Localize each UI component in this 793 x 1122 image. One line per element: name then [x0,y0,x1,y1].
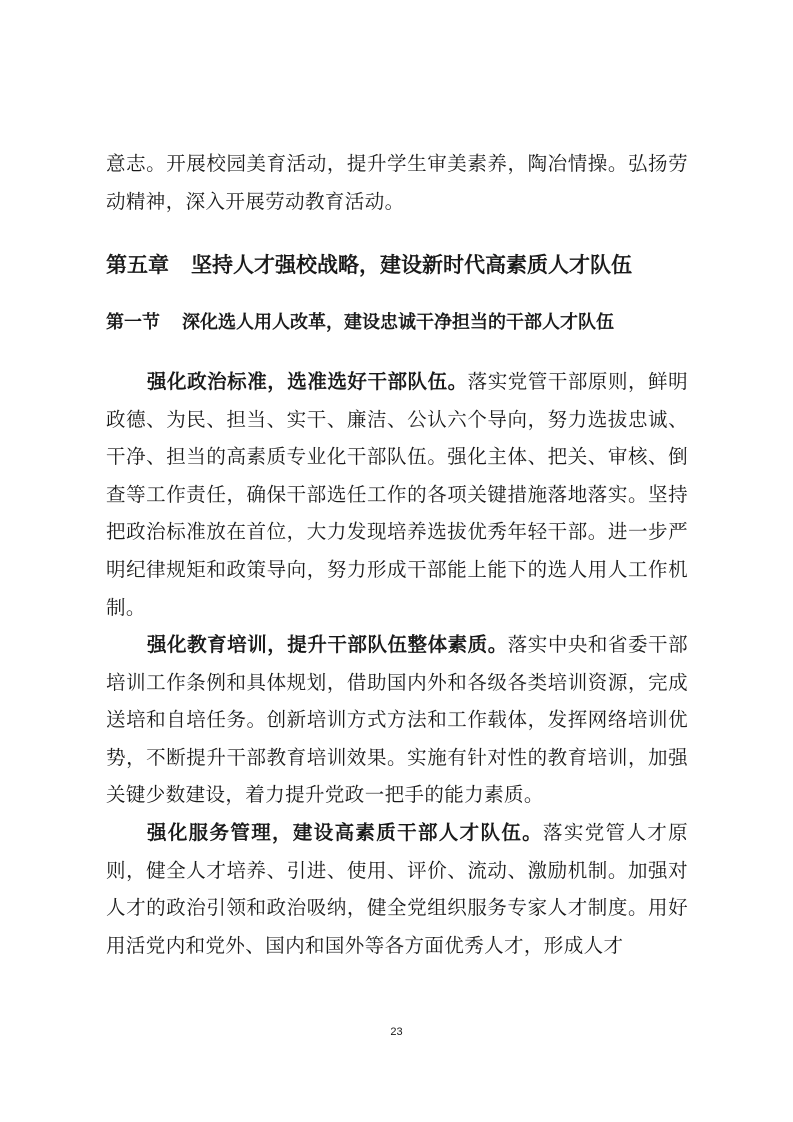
intro-paragraph: 意志。开展校园美育活动，提升学生审美素养，陶冶情操。弘扬劳动精神，深入开展劳动教育活动。 [106,152,688,213]
page-number: 23 [390,1026,403,1038]
paragraph-text: 落实党管干部原则，鲜明政德、为民、担当、实干、廉洁、公认六个导向，努力选拔忠诚、干净、担当的高素质专业化干部队伍。强化主体、把关、审核、倒查等工作责任，确保干部选任工作的各项关键措施落地落实。坚持把政治标准放在首位，大力发现培养选拔优秀年轻干部。进一步严明纪律规矩和政策导向，努力形成干部能上能下的选人用人工作机制。 [106,370,688,619]
paragraph-lead: 强化服务管理，建设高素质干部人才队伍。 [147,821,544,844]
body-paragraph [106,814,688,964]
chapter-title: 坚持人才强校战略，建设新时代高素质人才队伍 [191,253,632,277]
section-number: 第一节 [106,312,160,333]
paragraph-lead: 强化政治标准，选准选好干部队伍。 [147,370,468,393]
section-title: 深化选人用人改革，建设忠诚干净担当的干部人才队伍 [182,312,614,333]
chapter-number: 第五章 [106,253,169,277]
body-paragraph [106,626,688,814]
paragraph-text: 落实中央和省委干部培训工作条例和具体规划，借助国内外和各级各类培训资源，完成送培和自培任务。创新培训方式方法和工作载体，发挥网络培训优势，不断提升干部教育培训效果。实施有针对性的教育培训，加强关键少数建设，着力提升党政一把手的能力素质。 [106,633,689,807]
paragraph-lead: 强化教育培训，提升干部队伍整体素质。 [147,633,508,656]
body-paragraph [106,363,688,626]
paragraph-text: 落实党管人才原则，健全人才培养、引进、使用、评价、流动、激励机制。加强对人才的政治引领和政治吸纳，健全党组织服务专家人才制度。用好用活党内和党外、国内和国外等各方面优秀人才，形成人才 [106,821,688,957]
chapter-heading [106,250,632,280]
section-heading [106,308,614,338]
